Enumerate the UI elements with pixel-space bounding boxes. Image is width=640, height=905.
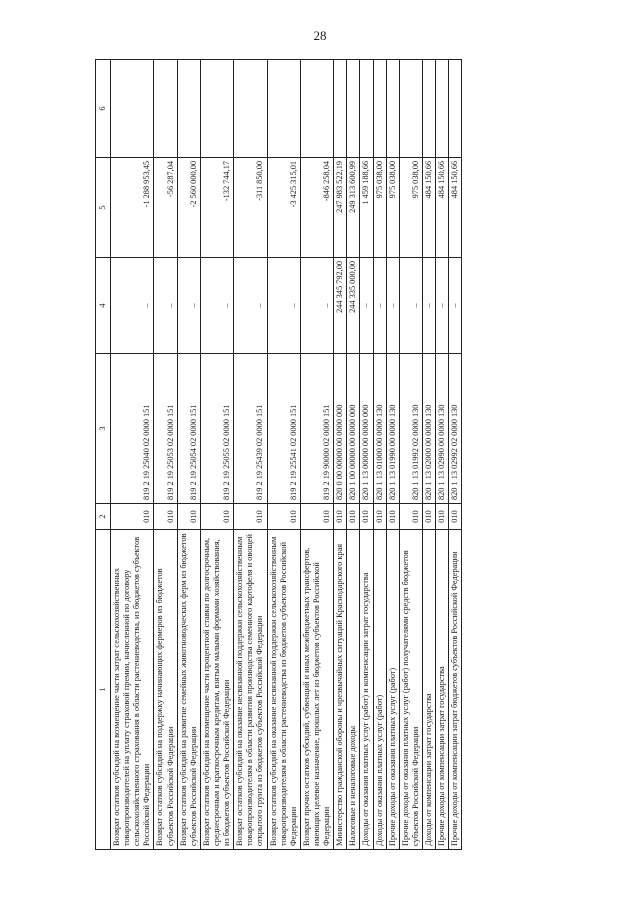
row-executed: -1 288 953,45 [111, 158, 154, 258]
row-executed: 247 983 522,19 [334, 158, 347, 258]
row-unexecuted [300, 60, 333, 158]
table-row [334, 60, 347, 850]
row-kbk: 819 2 19 25055 02 0000 151 [200, 354, 233, 504]
row-name: Прочие доходы от оказания платных услуг (работ) получателями средств бюджетов субъектов Российской Федерации [399, 530, 422, 850]
row-approved: 244 335 000,00 [347, 258, 360, 354]
table-row [436, 60, 449, 850]
row-approved: – [386, 258, 399, 354]
table-row [373, 60, 386, 850]
table-row [200, 60, 233, 850]
row-executed: -846 258,04 [300, 158, 333, 258]
row-executed: 1 459 188,66 [360, 158, 373, 258]
table-header-row [96, 60, 111, 850]
row-executed: 484 150,66 [436, 158, 449, 258]
row-approved: – [267, 258, 300, 354]
row-kbk: 820 1 13 00000 00 0000 000 [360, 354, 373, 504]
row-name: Прочие доходы от оказания платных услуг (работ) [386, 530, 399, 850]
table-row [234, 60, 267, 850]
row-kbk: 820 1 13 01990 00 0000 130 [386, 354, 399, 504]
row-unexecuted [399, 60, 422, 158]
table-row [399, 60, 422, 850]
row-executed: -3 425 315,01 [267, 158, 300, 258]
row-kbk: 820 1 13 01992 02 0000 130 [399, 354, 422, 504]
row-name: Налоговые и неналоговые доходы [347, 530, 360, 850]
row-code: 010 [386, 504, 399, 530]
table-row [422, 60, 435, 850]
row-executed: -132 744,17 [200, 158, 233, 258]
row-code: 010 [200, 504, 233, 530]
row-executed: 484 150,66 [422, 158, 435, 258]
row-approved: – [300, 258, 333, 354]
row-kbk: 819 2 19 25439 02 0000 151 [234, 354, 267, 504]
row-kbk: 819 2 19 25054 02 0000 151 [177, 354, 200, 504]
row-approved: – [422, 258, 435, 354]
row-code: 010 [154, 504, 177, 530]
row-executed: 249 313 600,99 [347, 158, 360, 258]
row-code: 010 [449, 504, 462, 530]
revenue-table [95, 59, 462, 850]
table-row [154, 60, 177, 850]
header-col-6: 6 [96, 60, 111, 158]
row-executed: 975 038,00 [399, 158, 422, 258]
table-row [300, 60, 333, 850]
row-unexecuted [422, 60, 435, 158]
row-name: Возврат остатков субсидий на возмещение части процентной ставки по долгосрочным, среднесрочным и краткосрочным кредитам, взятым малыми формами хозяйствования, из бюджетов субъектов Российской Федерации [200, 530, 233, 850]
row-name: Возврат остатков субсидий на поддержку начинающих фермеров из бюджетов субъектов Российской Федерации [154, 530, 177, 850]
row-name: Возврат прочих остатков субсидий, субвенций и иных межбюджетных трансфертов, имеющих целевое назначение, прошлых лет из бюджетов субъектов Российской Федерации [300, 530, 333, 850]
row-executed: -311 850,00 [234, 158, 267, 258]
header-col-3: 3 [96, 354, 111, 504]
row-code: 010 [267, 504, 300, 530]
row-kbk: 820 1 00 00000 00 0000 000 [347, 354, 360, 504]
table-row [360, 60, 373, 850]
row-approved: – [373, 258, 386, 354]
row-kbk: 820 1 13 01000 00 0000 130 [373, 354, 386, 504]
row-name: Министерство гражданской обороны и чрезвычайных ситуаций Краснодарского края [334, 530, 347, 850]
row-code: 010 [347, 504, 360, 530]
row-approved: – [436, 258, 449, 354]
row-code: 010 [436, 504, 449, 530]
row-kbk: 820 1 13 02990 00 0000 130 [436, 354, 449, 504]
row-name: Возврат остатков субсидий на оказание несвязанной поддержки сельскохозяйственным товаропроизводителям в области развития производства семенного картофеля и овощей открытого грунта из бюджетов субъектов Российской Федерации [234, 530, 267, 850]
row-kbk: 820 1 13 02992 02 0000 130 [449, 354, 462, 504]
row-executed: -56 287,04 [154, 158, 177, 258]
row-name: Прочие доходы от компенсации затрат государства [436, 530, 449, 850]
row-kbk: 819 2 19 25541 02 0000 151 [267, 354, 300, 504]
row-code: 010 [234, 504, 267, 530]
row-name: Прочие доходы от компенсации затрат бюджетов субъектов Российской Федерации [449, 530, 462, 850]
row-code: 010 [422, 504, 435, 530]
row-approved: – [399, 258, 422, 354]
row-approved: – [360, 258, 373, 354]
row-unexecuted [360, 60, 373, 158]
row-approved: – [154, 258, 177, 354]
header-col-5: 5 [96, 158, 111, 258]
row-code: 010 [399, 504, 422, 530]
row-kbk: 819 2 19 25053 02 0000 151 [154, 354, 177, 504]
table-row [386, 60, 399, 850]
header-col-4: 4 [96, 258, 111, 354]
row-unexecuted [449, 60, 462, 158]
row-name: Возврат остатков субсидий на развитие семейных животноводческих ферм из бюджетов субъектов Российской Федерации [177, 530, 200, 850]
row-unexecuted [436, 60, 449, 158]
row-code: 010 [334, 504, 347, 530]
row-code: 010 [300, 504, 333, 530]
table-row [449, 60, 462, 850]
table-row [347, 60, 360, 850]
row-unexecuted [373, 60, 386, 158]
row-executed: 484 150,66 [449, 158, 462, 258]
table-row [111, 60, 154, 850]
row-approved: – [177, 258, 200, 354]
row-unexecuted [200, 60, 233, 158]
table-row [177, 60, 200, 850]
row-name: Доходы от оказания платных услуг (работ) и компенсации затрат государства [360, 530, 373, 850]
row-code: 010 [360, 504, 373, 530]
row-unexecuted [234, 60, 267, 158]
row-kbk: 820 1 13 02000 00 0000 130 [422, 354, 435, 504]
row-name: Возврат остатков субсидий на оказание несвязанной поддержки сельскохозяйственным товаропроизводителям в области растениеводства из бюджетов субъектов Российской Федерации [267, 530, 300, 850]
page-number: 28 [313, 28, 327, 43]
row-kbk: 820 0 00 00000 00 0000 000 [334, 354, 347, 504]
table-row [267, 60, 300, 850]
row-kbk: 819 2 19 25040 02 0000 151 [111, 354, 154, 504]
row-approved: – [449, 258, 462, 354]
row-code: 010 [177, 504, 200, 530]
row-unexecuted [154, 60, 177, 158]
row-approved: – [200, 258, 233, 354]
row-name: Доходы от оказания платных услуг (работ) [373, 530, 386, 850]
row-unexecuted [386, 60, 399, 158]
rotated-table-container [95, 60, 515, 850]
header-col-1: 1 [96, 530, 111, 850]
row-unexecuted [111, 60, 154, 158]
row-kbk: 819 2 19 90000 02 0000 151 [300, 354, 333, 504]
row-name: Доходы от компенсации затрат государства [422, 530, 435, 850]
row-executed: -2 560 000,00 [177, 158, 200, 258]
table-rotator [95, 60, 515, 850]
header-col-2: 2 [96, 504, 111, 530]
row-approved: 244 345 792,00 [334, 258, 347, 354]
row-code: 010 [373, 504, 386, 530]
row-unexecuted [334, 60, 347, 158]
row-name: Возврат остатков субсидий на возмещение части затрат сельскохозяйственных товаропроизводителей на уплату страховой премии, начисленной по договору сельскохозяйственного страхования в области растениеводства, из бюджетов субъектов Российской Федерации [111, 530, 154, 850]
row-unexecuted [347, 60, 360, 158]
row-unexecuted [177, 60, 200, 158]
row-approved: – [234, 258, 267, 354]
row-code: 010 [111, 504, 154, 530]
row-executed: 975 038,00 [386, 158, 399, 258]
row-approved: – [111, 258, 154, 354]
row-unexecuted [267, 60, 300, 158]
row-executed: 975 038,00 [373, 158, 386, 258]
